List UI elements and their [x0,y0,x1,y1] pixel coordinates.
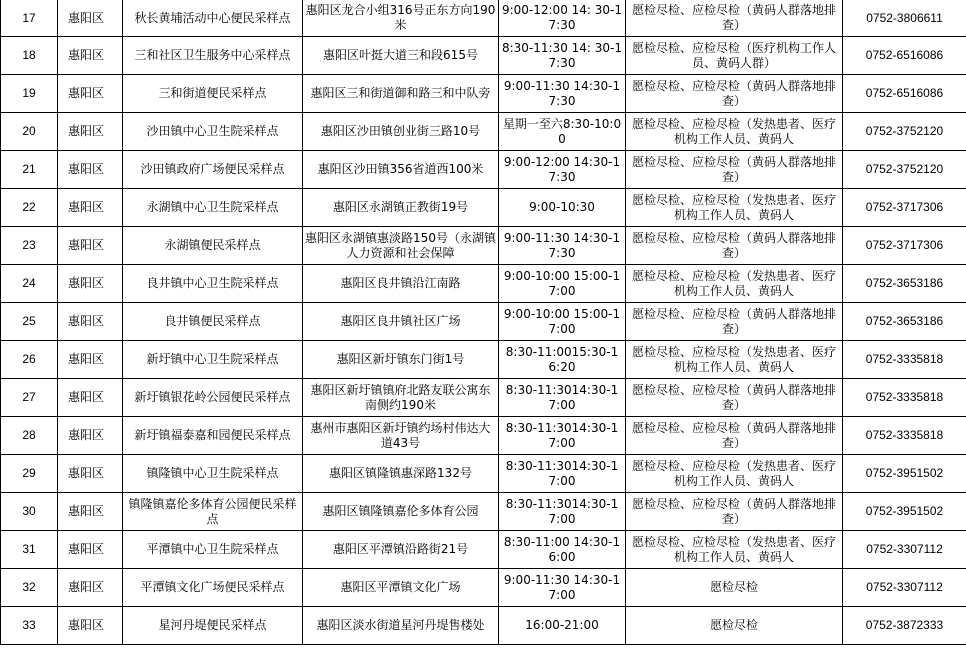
phone-cell: 0752-3752120 [843,113,966,151]
testing-scope-cell: 愿检尽检、应检尽检（黄码人群落地排查） [626,493,843,531]
hours-cell: 9:00-11:30 14:30-17:30 [499,75,626,113]
site-name-cell: 良井镇便民采样点 [123,303,303,341]
district-cell: 惠阳区 [58,455,123,493]
testing-scope-cell: 愿检尽检、应检尽检（黄码人群落地排查） [626,151,843,189]
hours-cell: 8:30-11:00 14:30-16:00 [499,531,626,569]
phone-cell: 0752-3951502 [843,455,966,493]
table-row [1,265,966,303]
table-row [1,607,966,645]
phone-cell: 0752-3951502 [843,493,966,531]
phone-cell: 0752-3335818 [843,379,966,417]
district-cell: 惠阳区 [58,265,123,303]
table-row [1,303,966,341]
district-cell: 惠阳区 [58,151,123,189]
phone-cell: 0752-3806611 [843,0,966,37]
phone-cell: 0752-6516086 [843,75,966,113]
district-cell: 惠阳区 [58,417,123,455]
phone-cell: 0752-3653186 [843,265,966,303]
table-row [1,417,966,455]
address-cell: 惠阳区叶挺大道三和段615号 [303,37,499,75]
testing-scope-cell: 愿检尽检、应检尽检（发热患者、医疗机构工作人员、黄码人 [626,189,843,227]
address-cell: 惠阳区平潭镇文化广场 [303,569,499,607]
hours-cell: 8:30-11:3014:30-17:00 [499,379,626,417]
district-cell: 惠阳区 [58,75,123,113]
table-row [1,151,966,189]
site-name-cell: 镇隆镇中心卫生院采样点 [123,455,303,493]
site-name-cell: 镇隆镇嘉伦多体育公园便民采样点 [123,493,303,531]
row-number-cell: 33 [1,607,58,645]
testing-scope-cell: 愿检尽检 [626,607,843,645]
hours-cell: 9:00-12:00 14: 30-17:30 [499,0,626,37]
site-name-cell: 三和社区卫生服务中心采样点 [123,37,303,75]
testing-scope-cell: 愿检尽检、应检尽检（黄码人群落地排查） [626,0,843,37]
row-number-cell: 19 [1,75,58,113]
table-row [1,0,966,37]
district-cell: 惠阳区 [58,379,123,417]
table-row [1,341,966,379]
address-cell: 惠阳区三和街道御和路三和中队旁 [303,75,499,113]
row-number-cell: 25 [1,303,58,341]
testing-scope-cell: 愿检尽检、应检尽检（黄码人群落地排查） [626,227,843,265]
testing-scope-cell: 愿检尽检、应检尽检（黄码人群落地排查） [626,303,843,341]
district-cell: 惠阳区 [58,189,123,227]
address-cell: 惠阳区龙合小组316号正东方向190米 [303,0,499,37]
hours-cell: 9:00-11:30 14:30-17:00 [499,569,626,607]
row-number-cell: 20 [1,113,58,151]
hours-cell: 9:00-10:30 [499,189,626,227]
address-cell: 惠阳区淡水街道星河丹堤售楼处 [303,607,499,645]
address-cell: 惠阳区镇隆镇嘉伦多体育公园 [303,493,499,531]
table-row [1,227,966,265]
row-number-cell: 18 [1,37,58,75]
district-cell: 惠阳区 [58,303,123,341]
hours-cell: 星期一至六8:30-10:00 [499,113,626,151]
address-cell: 惠阳区新圩镇东门街1号 [303,341,499,379]
address-cell: 惠阳区永湖镇惠淡路150号（永湖镇人力资源和社会保障 [303,227,499,265]
district-cell: 惠阳区 [58,37,123,75]
site-name-cell: 平潭镇中心卫生院采样点 [123,531,303,569]
site-name-cell: 永湖镇便民采样点 [123,227,303,265]
table-row [1,113,966,151]
hours-cell: 9:00-11:30 14:30-17:30 [499,227,626,265]
address-cell: 惠阳区镇隆镇惠深路132号 [303,455,499,493]
district-cell: 惠阳区 [58,607,123,645]
phone-cell: 0752-3653186 [843,303,966,341]
row-number-cell: 28 [1,417,58,455]
address-cell: 惠州市惠阳区新圩镇约场村伟达大道43号 [303,417,499,455]
hours-cell: 8:30-11:3014:30-17:00 [499,455,626,493]
site-name-cell: 新圩镇银花岭公园便民采样点 [123,379,303,417]
phone-cell: 0752-3307112 [843,569,966,607]
phone-cell: 0752-3335818 [843,417,966,455]
address-cell: 惠阳区平潭镇沿路街21号 [303,531,499,569]
table-row [1,493,966,531]
address-cell: 惠阳区沙田镇创业街三路10号 [303,113,499,151]
site-name-cell: 秋长黄埔活动中心便民采样点 [123,0,303,37]
row-number-cell: 26 [1,341,58,379]
site-name-cell: 新圩镇福泰嘉和园便民采样点 [123,417,303,455]
district-cell: 惠阳区 [58,493,123,531]
row-number-cell: 31 [1,531,58,569]
table-row [1,379,966,417]
table-row [1,75,966,113]
table-row [1,531,966,569]
address-cell: 惠阳区良井镇沿江南路 [303,265,499,303]
phone-cell: 0752-3717306 [843,227,966,265]
testing-scope-cell: 愿检尽检 [626,569,843,607]
phone-cell: 0752-3872333 [843,607,966,645]
site-name-cell: 星河丹堤便民采样点 [123,607,303,645]
hours-cell: 8:30-11:3014:30-17:00 [499,493,626,531]
site-name-cell: 良井镇中心卫生院采样点 [123,265,303,303]
testing-scope-cell: 愿检尽检、应检尽检（医疗机构工作人员、黄码人群） [626,37,843,75]
address-cell: 惠阳区良井镇社区广场 [303,303,499,341]
site-name-cell: 平潭镇文化广场便民采样点 [123,569,303,607]
testing-scope-cell: 愿检尽检、应检尽检（发热患者、医疗机构工作人员、黄码人 [626,531,843,569]
row-number-cell: 32 [1,569,58,607]
phone-cell: 0752-3752120 [843,151,966,189]
hours-cell: 9:00-12:00 14:30-17:30 [499,151,626,189]
hours-cell: 9:00-10:00 15:00-17:00 [499,303,626,341]
address-cell: 惠阳区沙田镇356省道西100米 [303,151,499,189]
testing-scope-cell: 愿检尽检、应检尽检（发热患者、医疗机构工作人员、黄码人 [626,113,843,151]
testing-scope-cell: 愿检尽检、应检尽检（发热患者、医疗机构工作人员、黄码人 [626,341,843,379]
hours-cell: 9:00-10:00 15:00-17:00 [499,265,626,303]
row-number-cell: 29 [1,455,58,493]
phone-cell: 0752-3335818 [843,341,966,379]
site-name-cell: 沙田镇政府广场便民采样点 [123,151,303,189]
hours-cell: 8:30-11:3014:30-17:00 [499,417,626,455]
site-name-cell: 沙田镇中心卫生院采样点 [123,113,303,151]
phone-cell: 0752-3307112 [843,531,966,569]
row-number-cell: 27 [1,379,58,417]
row-number-cell: 21 [1,151,58,189]
district-cell: 惠阳区 [58,341,123,379]
row-number-cell: 22 [1,189,58,227]
table-row [1,455,966,493]
row-number-cell: 30 [1,493,58,531]
district-cell: 惠阳区 [58,0,123,37]
district-cell: 惠阳区 [58,227,123,265]
row-number-cell: 24 [1,265,58,303]
hours-cell: 8:30-11:30 14: 30-17:30 [499,37,626,75]
district-cell: 惠阳区 [58,531,123,569]
hours-cell: 16:00-21:00 [499,607,626,645]
hours-cell: 8:30-11:0015:30-16:20 [499,341,626,379]
row-number-cell: 23 [1,227,58,265]
table-row [1,569,966,607]
row-number-cell: 17 [1,0,58,37]
site-name-cell: 永湖镇中心卫生院采样点 [123,189,303,227]
phone-cell: 0752-3717306 [843,189,966,227]
district-cell: 惠阳区 [58,113,123,151]
testing-scope-cell: 愿检尽检、应检尽检（黄码人群落地排查） [626,75,843,113]
testing-scope-cell: 愿检尽检、应检尽检（发热患者、医疗机构工作人员、黄码人 [626,265,843,303]
phone-cell: 0752-6516086 [843,37,966,75]
testing-scope-cell: 愿检尽检、应检尽检（黄码人群落地排查） [626,379,843,417]
site-name-cell: 三和街道便民采样点 [123,75,303,113]
table-row [1,37,966,75]
table-row [1,189,966,227]
table-body [1,0,966,645]
address-cell: 惠阳区新圩镇镇府北路友联公寓东南侧约190米 [303,379,499,417]
testing-scope-cell: 愿检尽检、应检尽检（发热患者、医疗机构工作人员、黄码人 [626,455,843,493]
testing-scope-cell: 愿检尽检、应检尽检（黄码人群落地排查） [626,417,843,455]
site-name-cell: 新圩镇中心卫生院采样点 [123,341,303,379]
district-cell: 惠阳区 [58,569,123,607]
address-cell: 惠阳区永湖镇正教街19号 [303,189,499,227]
